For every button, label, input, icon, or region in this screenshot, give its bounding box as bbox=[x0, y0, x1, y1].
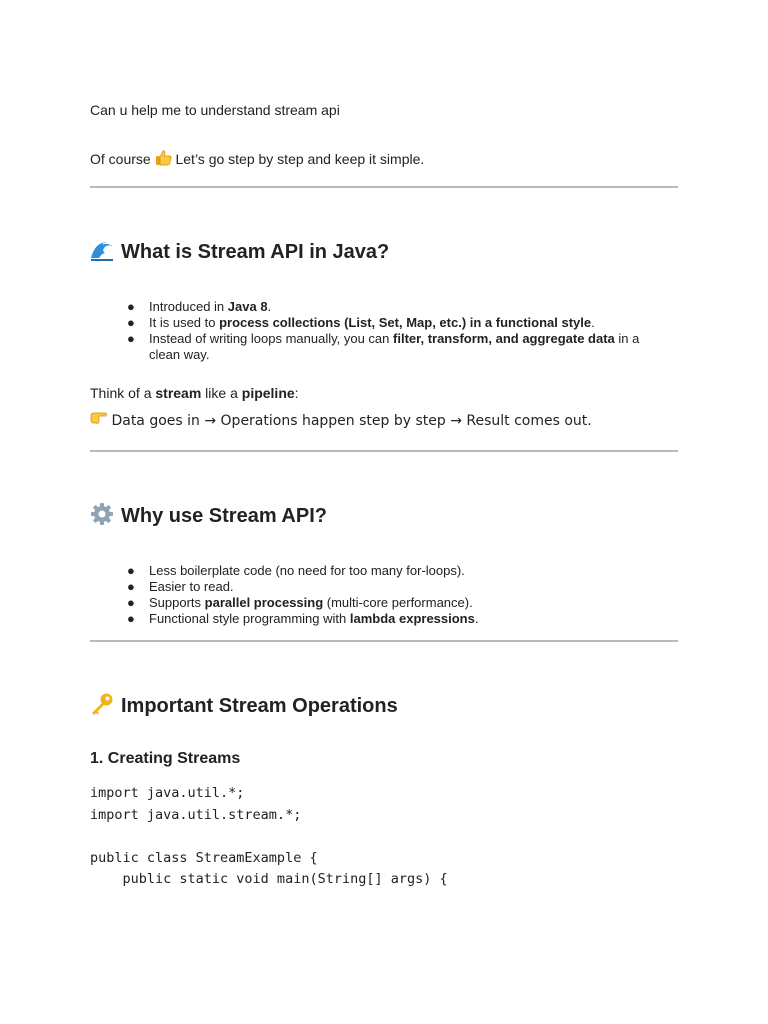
gear-icon bbox=[90, 502, 114, 526]
section-heading-operations bbox=[90, 693, 398, 719]
water-wave-icon bbox=[90, 238, 114, 262]
intro-prefix: Of course bbox=[90, 151, 151, 167]
code-line: public class StreamExample { bbox=[90, 849, 318, 866]
section-title: Important Stream Operations bbox=[121, 695, 398, 717]
divider bbox=[90, 450, 678, 452]
list-item: ● It is used to process collections (List, Set, Map, etc.) in a functional style. bbox=[127, 315, 595, 330]
intro-suffix: Let’s go step by step and keep it simple. bbox=[175, 151, 425, 167]
code-block bbox=[90, 783, 448, 891]
flow-text: Data goes in → Operations happen step by step → Result comes out. bbox=[111, 413, 592, 429]
key-icon bbox=[90, 692, 114, 716]
list-item: ● Introduced in Java 8. bbox=[127, 299, 272, 314]
code-line: import java.util.*; bbox=[90, 785, 245, 801]
thumbs-up-icon bbox=[155, 149, 172, 166]
list-item: ● Functional style programming with lambda expressions. bbox=[127, 611, 479, 626]
list-item: ● Less boilerplate code (no need for too many for-loops). bbox=[127, 563, 465, 578]
list-item: ● Easier to read. bbox=[127, 579, 234, 594]
section-heading-why-use bbox=[90, 503, 327, 529]
bullet-list-why-use bbox=[90, 563, 678, 627]
divider bbox=[90, 640, 678, 642]
section-title: What is Stream API in Java? bbox=[121, 241, 390, 263]
divider bbox=[90, 186, 678, 188]
subsection-title: 1. Creating Streams bbox=[90, 750, 241, 767]
question-text: Can u help me to understand stream api bbox=[90, 102, 340, 118]
list-item: ● Supports parallel processing (multi-core performance). bbox=[127, 595, 473, 610]
section-title: Why use Stream API? bbox=[121, 505, 327, 527]
code-line: import java.util.stream.*; bbox=[90, 806, 302, 823]
flow-line bbox=[90, 410, 592, 430]
analogy-text: Think of a stream like a pipeline: bbox=[90, 385, 299, 401]
pointing-right-icon bbox=[90, 410, 107, 425]
section-heading-what-is bbox=[90, 239, 389, 265]
code-line: public static void main(String[] args) { bbox=[90, 871, 448, 887]
list-item: ● Instead of writing loops manually, you can filter, transform, and aggregate data in a clean way. bbox=[127, 331, 640, 362]
intro-line bbox=[90, 149, 424, 168]
bullet-list-what-is bbox=[90, 299, 678, 363]
